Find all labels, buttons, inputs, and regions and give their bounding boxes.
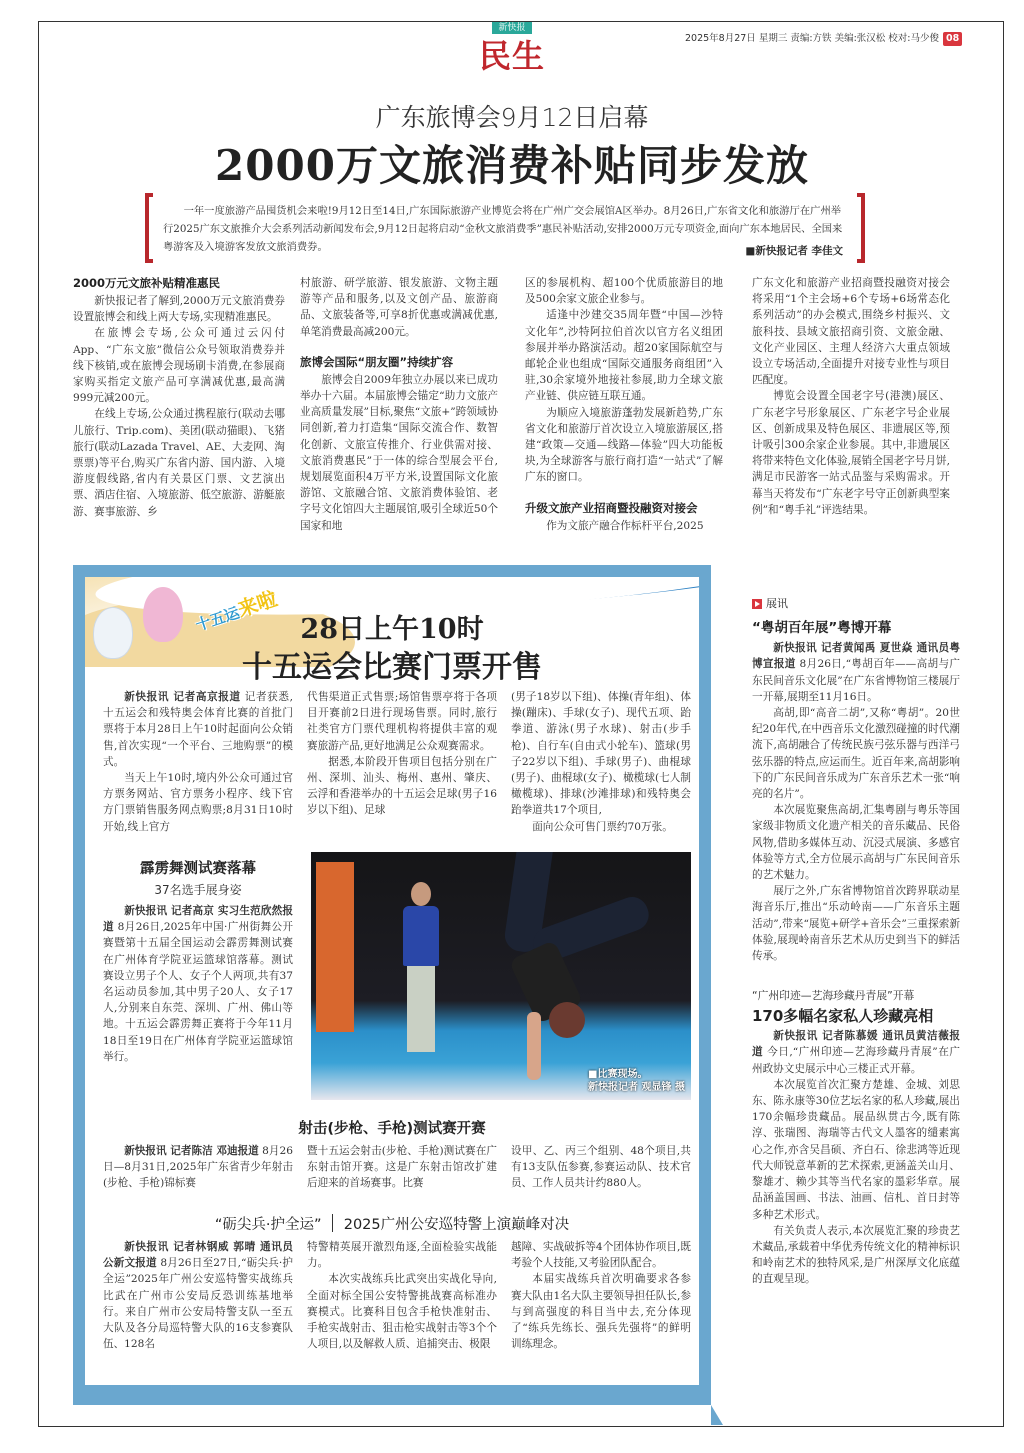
story1-heading: “粤胡百年展”粤博开幕 [752, 620, 892, 637]
section-title: 民生 [478, 37, 545, 75]
byline: 新快报讯 记者黄闻禹 夏世焱 通讯员粤博宣报道 [752, 642, 960, 671]
shooting-heading: 射击(步枪、手枪)测试赛开赛 [298, 1121, 486, 1137]
date-editors: 2025年8月27日 星期三 责编:方铁 美编:张汉松 校对:马少俊 [685, 33, 939, 44]
paragraph: 本次实战练兵比武突出实战化导向,全面对标全国公安特警挑战赛高标准办赛模式。比赛科目包含手枪快准射击、手枪实战射击、狙击枪实战射击等3个个人项目,以及解救人质、追捕突击、极限 [307, 1273, 497, 1351]
lead-text: 一年一度旅游产品囤货机会来啦!9月12日至14日,广东国际旅游产业博览会将在广州广交会展馆A区举办。8月26日,广东省文化和旅游厅在广州举行2025广东文旅推介大会系列活动新闻发布会,9月12日起将启动“金秋文旅消费季”惠民补贴活动,安排2000万元专项资金,面向广东本地居民、全国来粤游客及入境游客发放文旅消费券。 [163, 205, 843, 253]
main-column-4 [752, 275, 950, 518]
referee-figure [401, 882, 441, 1062]
paragraph: 8月26日,2025年中国·广州街舞公开赛暨第十五届全国运动会霹雳舞测试赛在广州体育学院亚运篮球馆落幕。测试赛设立男子个人、女子个人两项,共有37名运动员参加,其中男子20人、女子17人,分别来自东莞、深圳、广州、佛山等地。十五运会霹雳舞正赛将于今年11月18日至19日在广州体育学院亚运篮球馆举行。 [103, 921, 293, 1063]
paragraph: 据悉,本阶段开售项目包括分别在广州、深圳、汕头、梅州、惠州、肇庆、云浮和香港举办的十五运会足球(男子16岁以下组)、足球 [307, 755, 497, 817]
tickets-column-2 [307, 689, 497, 819]
shooting-column-1 [103, 1143, 293, 1192]
tickets-column-1 [103, 689, 293, 835]
main-column-1 [73, 275, 285, 520]
police-column-2 [307, 1239, 497, 1352]
byline: 新快报讯 记者陈慕媛 通讯员黄洁薇报道 [752, 1030, 960, 1059]
police-column-1 [103, 1239, 293, 1352]
sidebar-exhibitions [752, 596, 960, 1288]
police-column-3 [511, 1239, 691, 1352]
byline: 新快报讯 记者陈洁 邓迪报道 [124, 1145, 259, 1157]
paragraph: 旅博会自2009年独立办展以来已成功举办十六届。本届旅博会锚定“助力文旅产业高质量发展”目标,聚焦“文旅+”跨领域协同创新,着力打造集“国际交流合作、数智化创新、文旅宣传推介、行业供需对接、文旅消费惠民”于一体的综合型展会平台,规划展览面积4万平方米,设置国际文化旅游馆、文旅融合馆、文旅消费体验馆、老字号文化馆四大主题展馆,吸引全球近50个国家和地 [300, 373, 498, 532]
paragraph: 为顺应入境旅游蓬勃发展新趋势,广东省文化和旅游厅首次设立入境旅游展区,搭建“政策—交通—线路—体验”四大功能板块,为全球游客与旅行商打造“一站式”了解广东的窗口。 [525, 406, 723, 484]
byline: 新快报讯 记者高京报道 [124, 691, 241, 703]
paragraph: 区的参展机构、超100个优质旅游目的地及500余家文旅企业参与。 [525, 277, 723, 306]
story2-kicker: “广州印迹—艺海珍藏丹青展”开幕 [752, 989, 915, 1003]
col2-heading: 旅博会国际“朋友圈”持续扩容 [300, 354, 454, 369]
paragraph: 高胡,即“高音二胡”,又称“粤胡”。20世纪20年代,在中西音乐文化激烈碰撞的时代潮流下,高胡融合了传统民族弓弦乐器与西洋弓弦乐器的特点,应运而生。近百年来,高胡影响下的广东民间音乐成为广东音乐艺术一张“响亮的名片”。 [752, 707, 961, 801]
feature-box [73, 565, 711, 1405]
breaking-heading: 霹雳舞测试赛落幕 [140, 861, 256, 877]
paragraph: 8月26日至27日,“砺尖兵·护全运”2025年广州公安巡特警实战练兵比武在广州市公安局反恐训练基地举行。来自广州市公安局特警支队一至五大队及各分局巡特警大队的16支参赛队伍、128名 [103, 1257, 294, 1351]
newspaper-brand-logo: 新快报 [492, 22, 532, 34]
paragraph: 博览会设置全国老字号(港澳)展区、广东老字号形象展区、广东老字号企业展区、创新成果及特色展区、非遗展区等,预计吸引300余家企业参展。其中,非遗展区将带来特色文化体验,展销全国老字号月饼,满足市民游客一站式品鉴与采购需求。开幕当天将发布“广东老字号守正创新典型案例”和“粤手礼”评选结果。 [752, 390, 950, 516]
breaking-subheading: 37名选手展身姿 [154, 883, 242, 897]
paragraph: 本次展览聚焦高胡,汇集粤剧与粤乐等国家级非物质文化遗产相关的音乐藏品、民俗风物,借助多媒体互动、沉浸式展演、多感官体验等方式,全方位展示高胡与广东民间音乐的艺术魅力。 [752, 804, 960, 882]
col3-heading: 升级文旅产业招商暨投融资对接会 [525, 500, 698, 515]
paragraph: 本届实战练兵首次明确要求各参赛大队由1名大队主要领导担任队长,参与到高强度的科目当中去,充分体现了“练兵先练长、强兵先强将”的鲜明训练理念。 [511, 1273, 691, 1351]
dancer-figure [471, 852, 631, 1082]
frame-corner [711, 1405, 723, 1425]
feature-inner [85, 577, 699, 1385]
byline: 新快报讯 记者高京 实习生范欣然报道 [103, 905, 293, 934]
story2-heading: 170多幅名家私人珍藏亮相 [752, 1007, 934, 1026]
paragraph: 在旅博会专场,公众可通过云闪付App、“广东文旅”微信公众号领取消费券并线下核销,或在旅博会现场刷卡消费,在参展商家购买指定文旅产品可享满减优惠,最高满999元减200元。 [73, 327, 285, 405]
games-slogan: 十五运来啦 [193, 586, 281, 635]
paragraph: (男子18岁以下组)、体操(青年组)、体操(蹦床)、手球(女子)、现代五项、跆拳道、游泳(男子水球)、射击(步手枪)、自行车(自由式小轮车)、篮球(男子22岁以下组)、手球(男子)、曲棍球(男子)、曲棍球(女子)、橄榄球(七人制橄榄球)、排球(沙滩排球)和残特奥会跆拳道共17个项目, [511, 691, 691, 817]
paragraph: 越障、实战破拆等4个团体协作项目,既考验个人技能,又考验团队配合。 [511, 1241, 691, 1270]
byline: 新快报讯 记者林钢威 郭晴 通讯员公新文报道 [103, 1241, 293, 1270]
paragraph: 代售渠道正式售票;场馆售票亭将于各项目开赛前2日进行现场售票。同时,旅行社类官方门票代理机构将提供丰富的观赛旅游产品,更好地满足公众观赛需求。 [307, 691, 497, 752]
paragraph: 在线上专场,公众通过携程旅行(联动去哪儿旅行、Trip.com)、美团(联动猫眼)、飞猪旅行(联动Lazada Travel、AE、大麦网、淘票票)等平台,购买广东省内游、国内游、入境游度假线路,省内有关景区门票、文艺演出票、酒店住宿、入境旅游、低空旅游、游艇旅游、赛事旅游、乡 [73, 408, 285, 518]
paragraph: 暨十五运会射击(步枪、手枪)测试赛在广东射击馆开赛。这是广东射击馆改扩建后迎来的首场赛事。比赛 [307, 1145, 497, 1190]
lead-byline: ■新快报记者 李佳文 [745, 245, 843, 257]
feature-headline-2: 十五运会比赛门票开售 [242, 650, 542, 685]
paragraph: 作为文旅产融合作标杆平台,2025 [546, 519, 704, 532]
paragraph: 面向公众可售门票约70万张。 [532, 820, 673, 833]
main-subheadline: 广东旅博会9月12日启幕 [375, 103, 649, 132]
main-headline: 2000万文旅消费补贴同步发放 [215, 141, 809, 190]
breaking-column [103, 903, 293, 1065]
breakdance-photo [311, 852, 691, 1100]
page-meta [685, 32, 962, 46]
paragraph: 特警精英展开激烈角逐,全面检验实战能力。 [307, 1241, 497, 1270]
paragraph: 8月26日—8月31日,2025年广东省青少年射击(步枪、手枪)锦标赛 [103, 1145, 293, 1190]
play-icon [752, 599, 762, 609]
paragraph: 有关负责人表示,本次展览汇聚的珍贵艺术藏品,承载着中华优秀传统文化的精神标识和岭南艺术的独特风采,是广州深厚文化底蕴的直观呈现。 [752, 1224, 960, 1286]
paragraph: 适逢中沙建交35周年暨“中国—沙特文化年”,沙特阿拉伯首次以官方名义组团参展并举办路演活动。超20家国际航空与邮轮企业也组成“国际交通服务商组团”入驻,30余家境外地接社参展,助力全球文旅产业链、供应链互联互通。 [525, 309, 723, 403]
paragraph: 设甲、乙、丙三个组别、48个项目,共有13支队伍参赛,参赛运动队、技术官员、工作人员共计约880人。 [511, 1145, 691, 1190]
page-number: 08 [943, 32, 962, 46]
paragraph: 记者获悉,十五运会和残特奥会体育比赛的首批门票将于本月28日上午10时起面向公众销售,首次实现“一个平台、三地购票”的模式。 [103, 691, 293, 768]
paragraph: 本次展览首次汇聚方楚雄、金城、刘思东、陈永康等30位艺坛名家的私人珍藏,展出170余幅珍贵藏品。展品纵贯古今,既有陈淳、张瑞图、海瑞等古代文人墨客的缱素寓心之作,亦含吴昌硕、齐白石、徐悲鸿等近现代大师锐意革新的艺术探索,更涵盖关山月、黎雄才、赖少其等当代名家的墨彩华章。展品涵盖国画、书法、油画、信札、首日封等多种艺术形式。 [752, 1078, 960, 1221]
bracket-left [145, 193, 153, 263]
paragraph: 广东文化和旅游产业招商暨投融资对接会将采用“1个主会场+6个专场+6场常态化系列活动”的办会模式,围绕乡村振兴、文旅科技、县域文旅招商引资、文旅金融、文化产业园区、主理人经济六大重点领域设立专场活动,全面提升对接专业性与项目匹配度。 [752, 277, 950, 387]
paragraph: 当天上午10时,境内外公众可通过官方票务网站、官方票务小程序、线下官方门票销售服务网点购票;8月31日10时开始,线上官方 [103, 772, 293, 833]
lead-box [145, 193, 865, 265]
col1-heading: 2000万元文旅补贴精准惠民 [73, 276, 221, 290]
feature-headline-1: 28日上午10时 [300, 614, 484, 645]
shooting-column-3 [511, 1143, 691, 1192]
tickets-column-3 [511, 689, 691, 835]
paragraph: 新快报记者了解到,2000万元文旅消费券设置旅博会和线上两大专场,实现精准惠民。 [73, 295, 285, 324]
paragraph: 今日,“广州印迹—艺海珍藏丹青展”在广州政协文史展示中心三楼正式开幕。 [752, 1046, 961, 1075]
police-heading: “砺尖兵·护全运” 2025广州公安巡特警上演巅峰对决 [85, 1213, 699, 1234]
sidebar-tag: 展讯 [752, 596, 960, 612]
paragraph: 村旅游、研学旅游、银发旅游、文物主题游等产品和服务,以及文创产品、旅游商品、文旅装备等,可享8折优惠或满减优惠,单笔消费最高减200元。 [300, 277, 498, 338]
paragraph: 8月26日,“粤胡百年——高胡与广东民间音乐文化展”在广东省博物馆三楼展厅一开幕,展期至11月16日。 [752, 658, 960, 703]
photo-caption: ■比赛现场。 新快报记者 观显锋 摄 [588, 1069, 685, 1093]
shooting-column-2 [307, 1143, 497, 1192]
main-column-3 [525, 275, 723, 534]
main-column-2 [300, 275, 498, 534]
bracket-right [857, 193, 865, 263]
paragraph: 展厅之外,广东省博物馆首次跨界联动星海音乐厅,推出“乐动岭南——广东音乐主题活动”,带来“展览+研学+音乐会”三重探索新体验,展现岭南音乐艺术从历史到当下的鲜活传承。 [752, 885, 960, 963]
